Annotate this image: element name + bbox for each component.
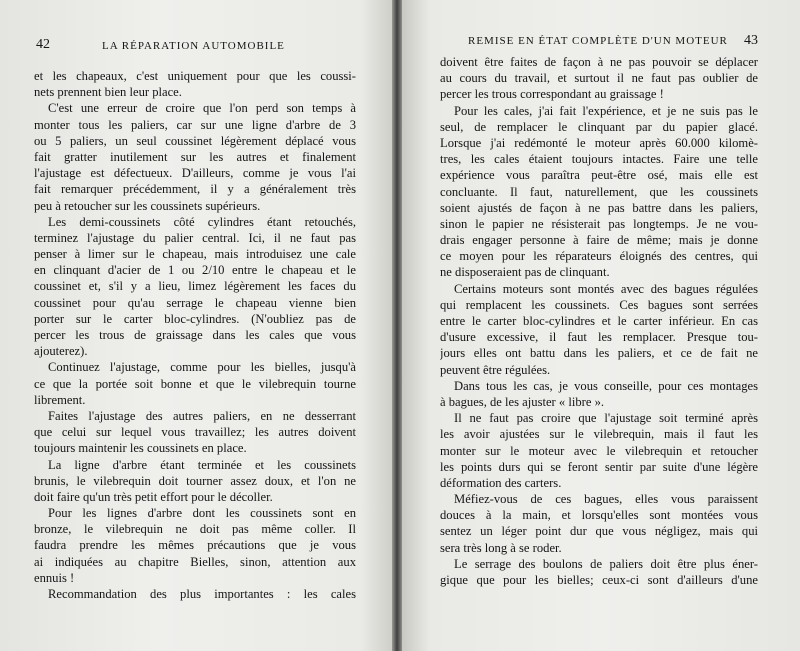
text-line: doivent être faites de façon à ne pas pouvoir se déplacer bbox=[440, 55, 758, 69]
text-line: ne disposeraient pas de clinquant. bbox=[440, 265, 610, 280]
text-line: entre le carter bloc-cylindres et le carter inférieur. En cas bbox=[440, 314, 758, 328]
text-line: Il ne faut pas croire que l'ajustage soit terminé après bbox=[454, 411, 758, 426]
text-line: ajouterez). bbox=[34, 344, 88, 359]
text-line: ennuis ! bbox=[34, 570, 75, 585]
text-line: qui remplacent les coussinets. Ces bagues sont serrées bbox=[440, 297, 758, 312]
text-line: La ligne d'arbre étant terminée et les coussinets bbox=[48, 457, 356, 472]
text-line: ce moyen pour les réparateurs éloignés des centres, qui bbox=[440, 249, 758, 264]
text-line: Certains moteurs sont montés avec des bagues régulées bbox=[454, 281, 758, 296]
text-line: Lorsque j'ai redémonté le moteur après 60.000 kilomè- bbox=[440, 135, 758, 150]
text-line: faudra prendre les mêmes précautions que je vous bbox=[34, 538, 356, 553]
text-line: concluante. Il faut, naturellement, que les coussinets bbox=[440, 184, 758, 199]
text-line: ai indiquées au chapitre Bielles, sinon, attention aux bbox=[34, 554, 356, 569]
text-line: seul, de remplacer le clinquant par du papier glacé. bbox=[440, 119, 758, 134]
text-line: Les demi-coussinets côté cylindres étant retouchés, bbox=[48, 214, 356, 229]
text-line: nets prennent bien leur place. bbox=[34, 85, 182, 100]
text-line: percer les trous correspondant au graissage ! bbox=[440, 87, 664, 102]
text-line: expérience vous paraîtra peut-être osé, mais elle est bbox=[440, 168, 758, 183]
text-line: à bagues, de les ajuster « libre ». bbox=[440, 394, 605, 409]
text-line: douces à la main, et lorsqu'elles sont montées vous bbox=[440, 508, 758, 523]
text-line: et les chapeaux, c'est uniquement pour que les coussi- bbox=[34, 69, 356, 83]
text-line: Méfiez-vous de ces bagues, elles vous paraissent bbox=[454, 492, 758, 507]
text-line: au cours du travail, et surtout il ne faut pas oublier de bbox=[440, 71, 758, 86]
text-line: sentez un léger point dur que vous négligez, mais qui bbox=[440, 524, 758, 539]
text-line: Recommandation des plus importantes : les cales bbox=[48, 587, 356, 601]
right-page bbox=[402, 0, 800, 651]
page-body bbox=[34, 68, 356, 602]
text-line: monter sur le moteur avec le vilebrequin et retoucher bbox=[440, 443, 758, 458]
text-line: bronze, le vilebrequin ne doit pas même coller. Il bbox=[34, 522, 356, 537]
text-line: jours elles ont battu dans les paliers, et ce de fait ne bbox=[440, 346, 758, 361]
text-line: gique que pour les bielles; ceux-ci sont d'ailleurs d'une bbox=[440, 573, 758, 587]
text-line: drais engager personne à faire de même; mais je donne bbox=[440, 233, 758, 248]
text-line: tres, les cales étaient toujours intactes. Faire une telle bbox=[440, 152, 758, 167]
text-line: doit faire qu'un très petit effort pour le décoller. bbox=[34, 489, 273, 504]
text-line: brunis, le vilebrequin doit tourner assez doux, et l'on ne bbox=[34, 473, 356, 488]
text-line: toujours maintenir les coussinets en place. bbox=[34, 441, 247, 456]
text-line: terminez l'ajustage du palier central. Ici, il ne faut pas bbox=[34, 230, 356, 245]
running-head: REMISE EN ÉTAT COMPLÈTE D'UN MOTEUR bbox=[468, 35, 728, 47]
text-line: coussinet pour qu'au serrage le chapeau vienne bien bbox=[34, 295, 356, 310]
text-line: les points durs qui se feront sentir par suite d'une légère bbox=[440, 459, 758, 474]
text-line: fait remarquer précédemment, il y a généralement très bbox=[34, 182, 356, 197]
page-number: 42 bbox=[36, 37, 50, 52]
text-line: peu à retoucher sur les coussinets supérieurs. bbox=[34, 198, 261, 213]
text-line: Faites l'ajustage des autres paliers, en ne desserrant bbox=[48, 408, 356, 423]
text-line: coussinet et, s'il y a lieu, limez légèrement les faces du bbox=[34, 279, 356, 294]
text-line: monter tous les paliers, car sur une ligne d'arbre de 3 bbox=[34, 117, 356, 132]
text-line: Le serrage des boulons de paliers doit être plus éner- bbox=[454, 556, 758, 571]
text-line: d'usure excessive, il faut les remplacer. Presque tou- bbox=[440, 330, 758, 345]
text-line: librement. bbox=[34, 392, 86, 407]
text-line: Continuez l'ajustage, comme pour les bielles, jusqu'à bbox=[48, 360, 356, 375]
running-head: LA RÉPARATION AUTOMOBILE bbox=[102, 40, 285, 52]
text-line: percer les trous de graissage dans les cales que vous bbox=[34, 328, 356, 342]
text-line: sinon le papier ne résisterait pas longtemps. Je ne vou- bbox=[440, 216, 758, 231]
text-line: C'est une erreur de croire que l'on perd son temps à bbox=[48, 101, 356, 116]
text-line: ou 5 paliers, un seul coussinet légèrement déplacé vous bbox=[34, 133, 356, 148]
text-line: l'ajustage est défectueux. D'ailleurs, comme je vous l'ai bbox=[34, 166, 356, 181]
text-line: porter sur le carter bloc-cylindres. (N'oubliez pas de bbox=[34, 311, 356, 326]
text-line: fait gratter inutilement sur les autres et finalement bbox=[34, 149, 356, 164]
text-line: Dans tous les cas, je vous conseille, pour ces montages bbox=[454, 378, 758, 393]
text-line: soient ajustés de façon à ne pas battre dans les paliers, bbox=[440, 200, 758, 215]
text-line: sera très long à se roder. bbox=[440, 540, 562, 555]
text-line: Pour les cales, j'ai fait l'expérience, et je ne suis pas le bbox=[454, 103, 758, 118]
text-line: ce que la portée soit bonne et que le vilebrequin tourne bbox=[34, 376, 356, 391]
text-line: Pour les lignes d'arbre dont les coussinets sont en bbox=[48, 506, 356, 521]
text-line: les avoir ajustées sur le vilebrequin, mais il faut les bbox=[440, 427, 758, 442]
text-line: penser à limer sur le chapeau, mais introduisez une cale bbox=[34, 247, 356, 262]
text-line: peuvent être régulées. bbox=[440, 362, 551, 377]
book-gutter bbox=[392, 0, 402, 651]
text-line: en clinquant d'acier de 1 ou 2/10 entre le chapeau et le bbox=[34, 263, 356, 278]
left-page bbox=[0, 0, 392, 651]
page-number: 43 bbox=[744, 33, 758, 48]
page-body bbox=[440, 54, 758, 588]
text-line: déformation des carters. bbox=[440, 475, 562, 490]
text-line: que celui sur lequel vous travaillez; les autres doivent bbox=[34, 425, 356, 440]
